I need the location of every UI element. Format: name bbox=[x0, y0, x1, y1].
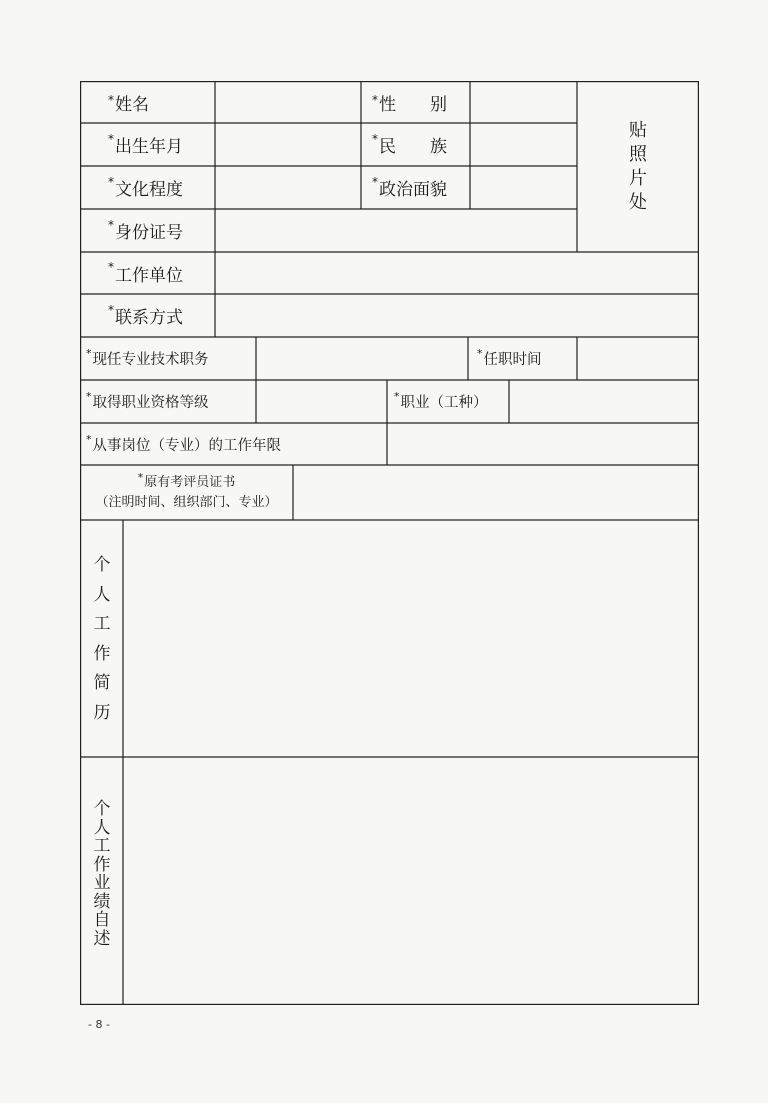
contact-label: * 联系方式 bbox=[108, 302, 183, 328]
resume-char: 作 bbox=[93, 643, 111, 664]
resume-field[interactable] bbox=[124, 521, 698, 756]
achievement-char: 作 bbox=[93, 854, 111, 875]
birth-date-label: * 出生年月 bbox=[108, 131, 183, 157]
photo-char: 片 bbox=[629, 168, 647, 189]
resume-char: 人 bbox=[93, 584, 111, 605]
appointment-date-label: * 任职时间 bbox=[477, 347, 542, 368]
resume-char: 历 bbox=[93, 702, 111, 723]
name-field[interactable] bbox=[216, 82, 360, 122]
achievement-char: 个 bbox=[93, 799, 111, 819]
qualification-level-field[interactable] bbox=[257, 381, 386, 422]
id-number-field[interactable] bbox=[216, 210, 576, 251]
achievements-label bbox=[89, 800, 115, 948]
resume-char: 工 bbox=[93, 614, 111, 634]
achievement-char: 自 bbox=[93, 910, 111, 930]
achievements-field[interactable] bbox=[124, 758, 698, 1004]
photo-char: 处 bbox=[629, 192, 647, 213]
qualification-level-label: * 取得职业资格等级 bbox=[86, 390, 209, 411]
appointment-date-field[interactable] bbox=[578, 338, 698, 379]
work-years-label: * 从事岗位（专业）的工作年限 bbox=[86, 432, 281, 454]
resume-label bbox=[89, 551, 115, 728]
resume-char: 个 bbox=[93, 555, 111, 575]
achievement-char: 工 bbox=[93, 836, 111, 856]
current-title-field[interactable] bbox=[257, 338, 467, 379]
education-field[interactable] bbox=[216, 167, 360, 208]
id-number-label: * 身份证号 bbox=[108, 217, 183, 243]
political-status-label: * 政治面貌 bbox=[372, 174, 447, 200]
registration-form bbox=[80, 81, 699, 1005]
photo-char: 贴 bbox=[629, 120, 647, 141]
occupation-field[interactable] bbox=[510, 381, 698, 422]
employer-label: * 工作单位 bbox=[108, 260, 183, 286]
achievement-char: 人 bbox=[93, 817, 111, 838]
photo-char: 照 bbox=[629, 144, 647, 165]
achievement-char: 绩 bbox=[93, 891, 111, 912]
ethnicity-field[interactable] bbox=[471, 124, 576, 165]
occupation-label: * 职业（工种） bbox=[394, 390, 488, 411]
birth-date-field[interactable] bbox=[216, 124, 360, 165]
achievement-char: 述 bbox=[93, 928, 111, 949]
employer-field[interactable] bbox=[216, 253, 698, 293]
name-label: *姓名 bbox=[108, 92, 149, 115]
ethnicity-label: * 民族 bbox=[372, 131, 481, 157]
education-label: * 文化程度 bbox=[108, 174, 183, 200]
political-status-field[interactable] bbox=[471, 167, 576, 208]
achievement-char: 业 bbox=[93, 873, 111, 893]
gender-label: *性别 bbox=[372, 92, 481, 115]
current-title-label: * 现任专业技术职务 bbox=[86, 347, 209, 368]
contact-field[interactable] bbox=[216, 295, 698, 336]
work-years-field[interactable] bbox=[388, 424, 698, 464]
photo-area[interactable] bbox=[620, 119, 656, 215]
certificate-label: *原有考评员证书 （注明时间、组织部门、专业） bbox=[95, 470, 278, 510]
gender-field[interactable] bbox=[471, 82, 576, 122]
page-number: - 8 - bbox=[88, 1018, 110, 1031]
resume-char: 简 bbox=[93, 673, 111, 693]
certificate-field[interactable] bbox=[294, 466, 698, 519]
